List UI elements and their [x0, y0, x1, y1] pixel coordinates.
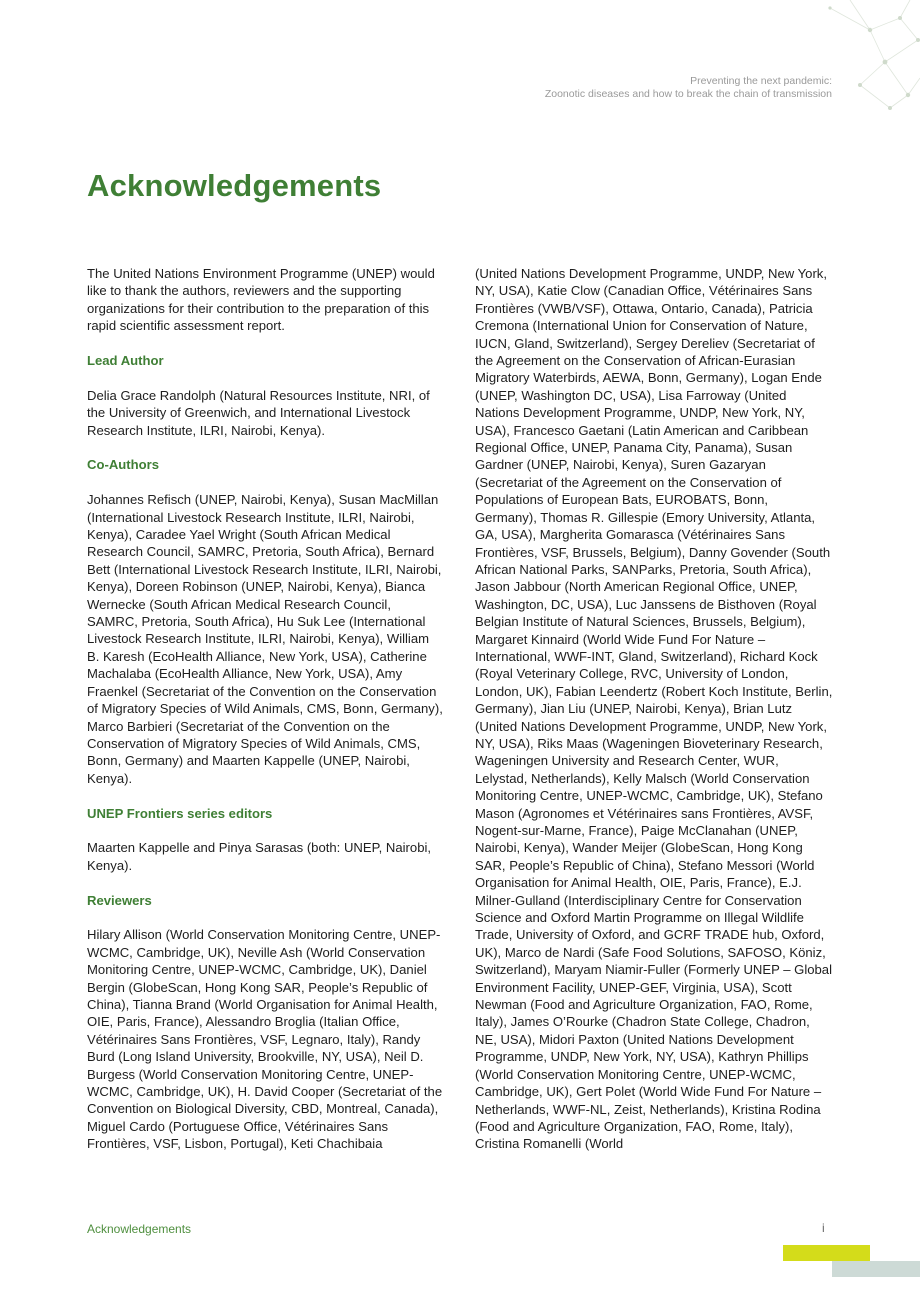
running-header-line-2: Zoonotic diseases and how to break the chain of transmission [544, 88, 832, 100]
lead-author-heading: Lead Author [87, 353, 164, 369]
series-editors-text: Maarten Kappelle and Pinya Sarasas (both: UNEP, Nairobi, Kenya). [87, 840, 432, 873]
footer-accent-bar-yellow [783, 1245, 870, 1261]
left-column [87, 265, 445, 1170]
running-header [545, 75, 832, 101]
co-authors-text: Johannes Refisch (UNEP, Nairobi, Kenya), Susan MacMillan (International Livestock Research Institute, ILRI, Nairobi, Kenya), Caradee Yael Wright (South African Medical Research Council, SAMRC, Pretoria, South Africa), Bernard Bett (International Livestock Research Institute, ILRI, Nairobi, Kenya), Doreen Robinson (UNEP, Nairobi, Kenya), Bianca Wernecke (South African Medical Research Council, SAMRC, Pretoria, South Africa), Hu Suk Lee (International Livestock Research Institute, ILRI, Nairobi, Kenya), William B. Karesh (EcoHealth Alliance, New York, USA), Catherine Machalaba (EcoHealth Alliance, New York, USA), Amy Fraenkel (Secretariat of the Convention on the Conservation of Migratory Species of Wild Animals, CMS, Bonn, Germany), Marco Barbieri (Secretariat of the Convention on the Conservation of Migratory Species of Wild Animals, CMS, Bonn, Germany) and Maarten Kappelle (UNEP, Nairobi, Kenya). [87, 492, 443, 786]
intro-paragraph: The United Nations Environment Programme (UNEP) would like to thank the authors, reviewers and the supporting organizations for their contribution to the preparation of this rapid scientific assessment report. [87, 266, 435, 334]
reviewers-text: Hilary Allison (World Conservation Monitoring Centre, UNEP-WCMC, Cambridge, UK), Neville Ash (World Conservation Monitoring Centre, UNEP-WCMC, Cambridge, UK), Daniel Bergin (GlobeScan, Hong Kong SAR, People’s Republic of China), Tianna Brand (World Organisation for Animal Health, OIE, Paris, France), Alessandro Broglia (Italian Office, Vétérinaires Sans Frontières, VSF, Legnaro, Italy), Randy Burd (Long Island University, Brookville, NY, USA), Neil D. Burgess (World Conservation Monitoring Centre, UNEP-WCMC, Cambridge, UK), H. David Cooper (Secretariat of the Convention on Biological Diversity, CBD, Montreal, Canada), Miguel Cardo (Portuguese Office, Vétérinaires Sans Frontières, VSF, Lisbon, Portugal), Keti Chachibaia [87, 927, 443, 1152]
footer-section-label: Acknowledgements [87, 1222, 192, 1236]
footer-page-number: i [822, 1221, 825, 1235]
co-authors-heading: Co-Authors [87, 457, 160, 473]
reviewers-text-continued: (United Nations Development Programme, UNDP, New York, NY, USA), Katie Clow (Canadian Office, Vétérinaires Sans Frontières (VWB/VSF), Ottawa, Ontario, Canada), Patricia Cremona (International Union for Conservation of Nature, IUCN, Gland, Switzerland), Sergey Dereliev (Secretariat of the Agreement on the Conservation of African-Eurasian Migratory Waterbirds, AEWA, Bonn, Germany), Logan Ende (UNEP, Washington DC, USA), Lisa Farroway (United Nations Development Programme, UNDP, New York, NY, USA), Francesco Gaetani (Latin American and Caribbean Regional Office, UNEP, Panama City, Panama), Susan Gardner (UNEP, Nairobi, Kenya), Suren Gazaryan (Secretariat of the Agreement on the Conservation of Populations of European Bats, EUROBATS, Bonn, Germany), Thomas R. Gillespie (Emory University, Atlanta, GA, USA), Margherita Gomarasca (Vétérinaires Sans Frontières, VSF, Brussels, Belgium), Danny Govender (South African National Parks, SANParks, Pretoria, South Africa), Jason Jabbour (North American Regional Office, UNEP, Washington, DC, USA), Luc Janssens de Bisthoven (Royal Belgian Institute of Natural Sciences, Brussels, Belgium), Margaret Kinnaird (World Wide Fund For Nature – International, WWF-INT, Gland, Switzerland), Richard Kock (Royal Veterinary College, RVC, University of London, London, UK), Fabian Leendertz (Robert Koch Institute, Berlin, Germany), Jian Liu (UNEP, Nairobi, Kenya), Brian Lutz (United Nations Development Programme, UNDP, New York, NY, USA), Riks Maas (Wageningen Bioveterinary Research, Wageningen University and Research Center, WUR, Lelystad, Netherlands), Kelly Malsch (World Conservation Monitoring Centre, UNEP-WCMC, Cambridge, UK), Stefano Mason (Agronomes et Vétérinaires sans Frontières, AVSF, Nogent-sur-Marne, France), Paige McClanahan (UNEP, Nairobi, Kenya), Wander Meijer (GlobeScan, Hong Kong SAR, People’s Republic of China), Stefano Messori (World Organisation for Animal Health, OIE, Paris, France), E.J. Milner-Gulland (Interdisciplinary Centre for Conservation Science and Oxford Martin Programme on Illegal Wildlife Trade, University of Oxford, and GCRF TRADE hub, Oxford, UK), Marco de Nardi (Safe Food Solutions, SAFOSO, Köniz, Switzerland), Maryam Niamir-Fuller (Formerly UNEP – Global Environment Facility, UNEP-GEF, Virginia, USA), Scott Newman (Food and Agriculture Organization, FAO, Rome, Italy), James O’Rourke (Chadron State College, Chadron, NE, USA), Midori Paxton (United Nations Development Programme, UNDP, New York, NY, USA), Kathryn Phillips (World Conservation Monitoring Centre, UNEP-WCMC, Cambridge, UK), Gert Polet (World Wide Fund For Nature – Netherlands, WWF-NL, Zeist, Netherlands), Kristina Rodina (Food and Agriculture Organization, FAO, Rome, Italy), Cristina Romanelli (World [475, 266, 833, 1152]
lead-author-text: Delia Grace Randolph (Natural Resources Institute, NRI, of the University of Greenwich, and International Livestock Research Institute, ILRI, Nairobi, Kenya). [87, 387, 430, 438]
footer-accent-bar-gray [832, 1261, 920, 1277]
network-graphic [740, 0, 920, 120]
right-column [475, 265, 833, 1170]
reviewers-heading: Reviewers [87, 892, 152, 908]
running-header-line-1: Preventing the next pandemic: [690, 75, 832, 87]
series-editors-heading: UNEP Frontiers series editors [87, 805, 273, 821]
page-title: Acknowledgements [87, 168, 382, 203]
